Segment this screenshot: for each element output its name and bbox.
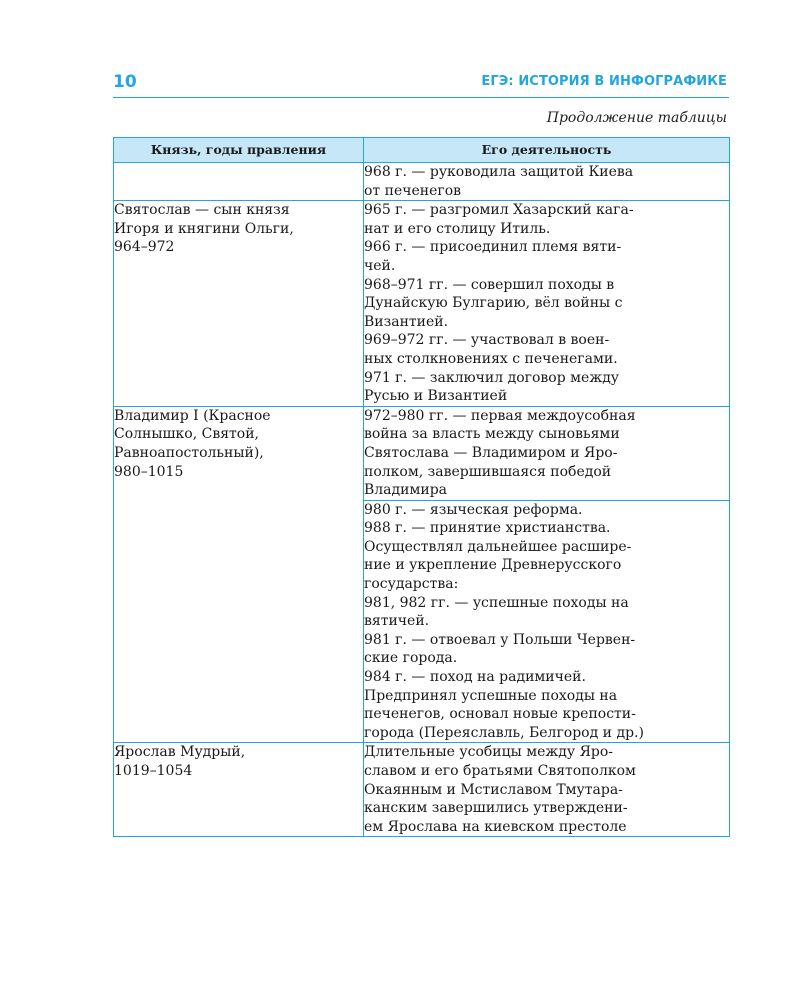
deed-line: вятичей. xyxy=(364,613,430,630)
prince-cell xyxy=(114,406,364,743)
deed-line: государства: xyxy=(364,576,459,593)
deed-line: славом и его братьями Святополком xyxy=(364,763,636,779)
deed-line: 966 г. — присоединил племя вяти- xyxy=(364,239,622,256)
deed-line: Окаянным и Мстиславом Тмутара- xyxy=(364,781,623,798)
deed-line: 972–980 гг. — первая междоусобная xyxy=(364,407,636,424)
prince-line: 980–1015 xyxy=(114,463,184,480)
deed-line: 971 г. — заключил договор между xyxy=(364,369,620,386)
prince-line: Игоря и княгини Ольги, xyxy=(114,220,294,237)
deed-line: Святослава — Владимиром и Яро- xyxy=(364,444,618,461)
prince-line: Равноапостольный), xyxy=(114,444,264,461)
princes-table xyxy=(113,137,730,837)
deed-line: чей. xyxy=(364,257,396,274)
deed-line: Русью и Византией xyxy=(364,388,508,405)
prince-line: Солнышко, Святой, xyxy=(114,426,259,443)
deed-line: нат и его столицу Итиль. xyxy=(364,220,551,237)
deed-line: 968–971 гг. — совершил походы в xyxy=(364,276,615,293)
deeds-cell xyxy=(364,201,730,407)
deed-line: Владимира xyxy=(364,482,448,499)
table-header-row xyxy=(114,138,730,163)
column-header-deeds: Его деятельность xyxy=(364,138,730,163)
prince-line: Владимир I (Красное xyxy=(114,407,271,424)
deed-line: Предпринял успешные походы на xyxy=(364,687,618,704)
deed-line: война за власть между сыновьями xyxy=(364,426,620,443)
deed-line: 969–972 гг. — участвовал в воен- xyxy=(364,332,610,349)
deeds-cell xyxy=(364,500,730,743)
prince-cell xyxy=(114,743,364,837)
deeds-cell xyxy=(364,163,730,201)
deed-line: 988 г. — принятие христианства. xyxy=(364,520,611,537)
column-header-prince: Князь, годы правления xyxy=(114,138,364,163)
table-row xyxy=(114,201,730,407)
deed-line: Длительные усобицы между Яро- xyxy=(364,744,614,761)
deed-line: от печенегов xyxy=(364,182,462,199)
deed-line: полком, завершившаяся победой xyxy=(364,463,612,480)
deed-line: Византией. xyxy=(364,313,449,330)
table-row xyxy=(114,743,730,837)
deed-line: 965 г. — разгромил Хазарский кага- xyxy=(364,202,634,219)
running-title: ЕГЭ: ИСТОРИЯ В ИНФОГРАФИКЕ xyxy=(481,74,727,89)
deeds-cell xyxy=(364,743,730,837)
table-row xyxy=(114,406,730,500)
deed-line: 968 г. — руководила защитой Киева xyxy=(364,164,634,180)
deed-line: Осуществлял дальнейшее расшире- xyxy=(364,538,632,555)
deed-line: ские города. xyxy=(364,650,458,667)
table-row xyxy=(114,163,730,201)
prince-cell xyxy=(114,201,364,407)
deed-line: канским завершились утверждени- xyxy=(364,800,628,817)
deed-line: 984 г. — поход на радимичей. xyxy=(364,669,586,686)
prince-cell xyxy=(114,163,364,201)
prince-line: 1019–1054 xyxy=(114,763,193,779)
deed-line: Дунайскую Булгарию, вёл войны с xyxy=(364,295,623,312)
deed-line: ние и укрепление Древнерусского xyxy=(364,557,622,574)
table-continuation-label: Продолжение таблицы xyxy=(546,110,727,126)
deed-line: города (Переяславль, Белгород и др.) xyxy=(364,724,644,741)
deed-line: ем Ярослава на киевском престоле xyxy=(364,818,627,835)
header-rule xyxy=(113,97,729,98)
prince-line: Ярослав Мудрый, xyxy=(114,744,246,761)
deed-line: ных столкновениях с печенегами. xyxy=(364,350,618,367)
deed-line: печенегов, основал новые крепости- xyxy=(364,706,636,723)
deed-line: 981, 982 гг. — успешные походы на xyxy=(364,594,629,611)
page-number: 10 xyxy=(113,72,137,92)
prince-line: 964–972 xyxy=(114,239,175,256)
deed-line: 980 г. — языческая реформа. xyxy=(364,501,583,518)
deeds-cell xyxy=(364,406,730,500)
deed-line: 981 г. — отвоевал у Польши Червен- xyxy=(364,631,636,648)
prince-line: Святослав — сын князя xyxy=(114,202,290,219)
